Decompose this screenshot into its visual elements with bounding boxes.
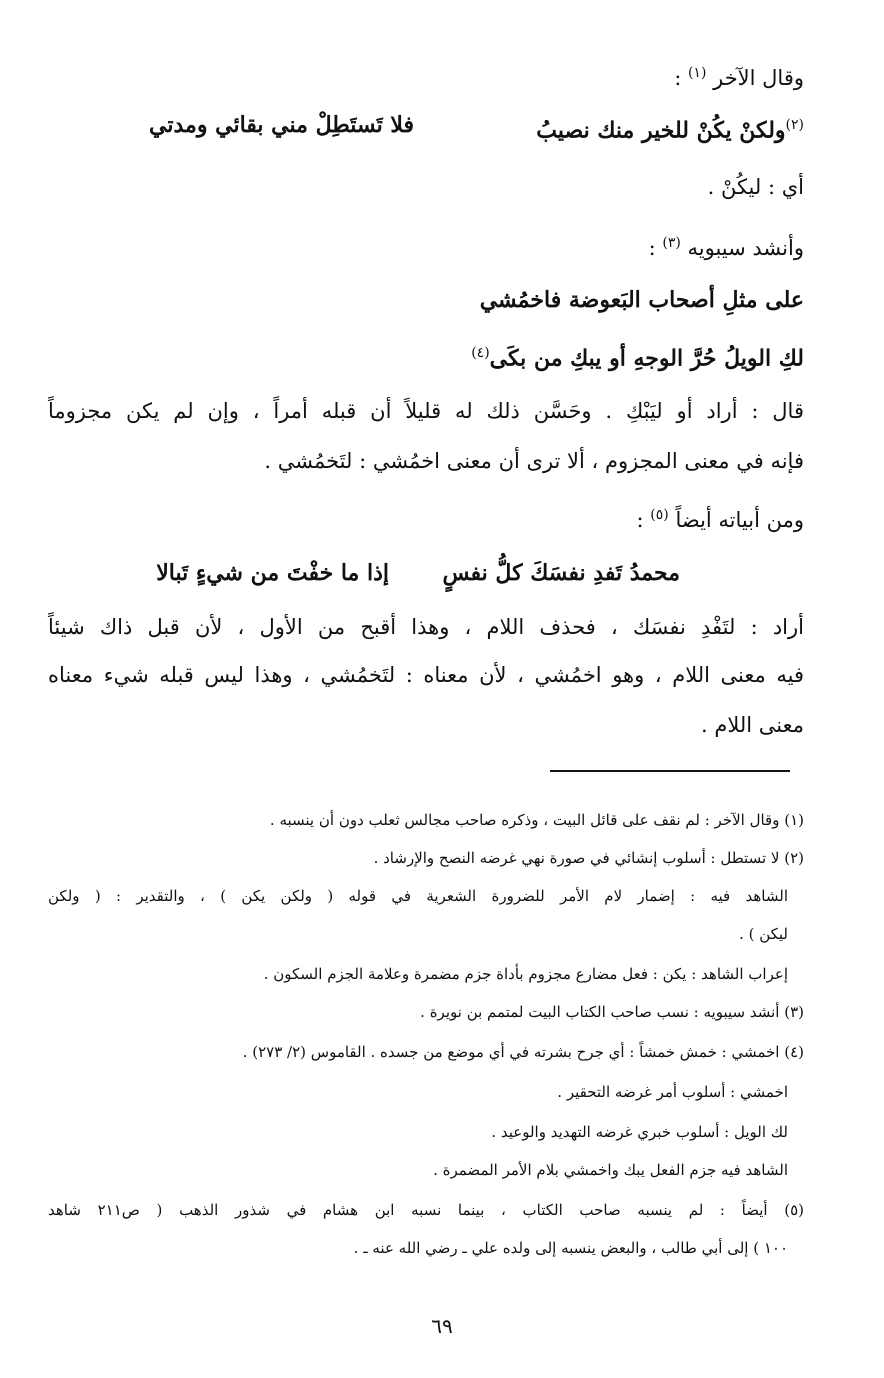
footnote-2: (٢) لا تستطل : أسلوب إنشائي في صورة نهي غرضه النصح والإرشاد . <box>373 849 804 867</box>
intro-text: ومن أبياته أيضاً <box>675 508 804 532</box>
intro-line-3 <box>637 500 804 535</box>
footnote-separator <box>550 770 790 772</box>
explanation-line: أي : ليكُنْ . <box>707 175 804 199</box>
footnote-ref-5: (٥) <box>650 507 669 523</box>
verse-1-a: فلا تَستَطِلْ مني بقائي ومدتي <box>149 112 414 138</box>
verse-2-second-hemistich <box>471 338 804 373</box>
footnote-ref-2: (٢) <box>785 117 804 133</box>
colon: : <box>648 236 656 260</box>
footnote-ref-1: (١) <box>687 65 707 81</box>
paragraph-2-line-1: أراد : لتَفْدِ نفسَك ، فحذف اللام ، وهذا أقبح من الأول ، لأن قبل ذاك شيئاً <box>48 615 804 639</box>
footnote-4: (٤) اخمشي : خمش خمشاً : أي جرح بشرته في أي موضع من جسده . القاموس (٢/ ٢٧٣) . <box>242 1043 804 1061</box>
footnote-2-line-4: إعراب الشاهد : يكن : فعل مضارع مجزوم بأداة جزم مضمرة وعلامة الجزم السكون . <box>263 965 788 983</box>
footnote-3: (٣) أنشد سيبويه : نسب صاحب الكتاب البيت لمتمم بن نويرة . <box>420 1003 804 1021</box>
verse-2-first-hemistich: على مثلِ أصحاب البَعوضة فاخمُشي <box>479 287 804 313</box>
footnote-5-line-2: ١٠٠ ) إلى أبي طالب ، والبعض ينسبه إلى ولده علي ـ رضي الله عنه ـ . <box>353 1239 788 1257</box>
paragraph-2-line-2: فيه معنى اللام ، وهو اخمُشي ، لأن معناه : لتَخمُشي ، وهذا ليس قبله شيء معناه <box>48 663 804 687</box>
intro-line-1 <box>674 58 804 93</box>
footnote-ref-4: (٤) <box>471 345 490 361</box>
verse-1-b: ولكنْ يكُنْ للخير منك نصيبُ <box>536 117 786 144</box>
colon: : <box>636 508 644 532</box>
page-number: ٦٩ <box>431 1314 453 1338</box>
colon: : <box>674 66 682 90</box>
footnote-ref-3: (٣) <box>662 235 681 251</box>
verse-2-b: لكِ الويلُ حُرَّ الوجهِ أو يبكِ من بكَى <box>489 345 804 372</box>
footnote-1: (١) وقال الآخر : لم نقف على قائل البيت ، وذكره صاحب مجالس ثعلب دون أن ينسبه . <box>269 811 804 829</box>
footnote-4-line-4: الشاهد فيه جزم الفعل يبك واخمشي بلام الأمر المضمرة . <box>433 1161 788 1179</box>
verse-3-second-hemistich: إذا ما خفْتَ من شيءٍ تَبالا <box>156 560 389 586</box>
verse-1-first-hemistich <box>536 110 804 145</box>
verse-3-first-hemistich: محمدُ تَفدِ نفسَكَ كلُّ نفسٍ <box>442 560 680 586</box>
paragraph-1-line-1: قال : أراد أو ليَبْكِ . وحَسَّن ذلك له قليلاً أن قبله أمراً ، وإن لم يكن مجزوماً <box>48 399 804 423</box>
intro-text: وأنشد سيبويه <box>687 236 804 260</box>
paragraph-1-line-2: فإنه في معنى المجزوم ، ألا ترى أن معنى اخمُشي : لتَخمُشي . <box>264 449 804 473</box>
intro-text: وقال الآخر <box>713 66 804 90</box>
footnote-4-line-2: اخمشي : أسلوب أمر غرضه التحقير . <box>557 1083 788 1101</box>
footnote-2-line-3: ليكن ) . <box>739 925 788 943</box>
footnote-4-line-3: لك الويل : أسلوب خبري غرضه التهديد والوعيد . <box>491 1123 788 1141</box>
footnote-5: (٥) أيضاً : لم ينسبه صاحب الكتاب ، بينما نسبه ابن هشام في شذور الذهب ( ص٢١١ شاهد <box>48 1201 804 1219</box>
intro-line-2 <box>649 228 804 263</box>
verse-1-second-hemistich <box>149 110 414 140</box>
paragraph-2-line-3: معنى اللام . <box>700 713 804 737</box>
footnote-2-line-2: الشاهد فيه : إضمار لام الأمر للضرورة الشعرية في قوله ( ولكن يكن ) ، والتقدير : ( ولكن <box>48 887 788 905</box>
